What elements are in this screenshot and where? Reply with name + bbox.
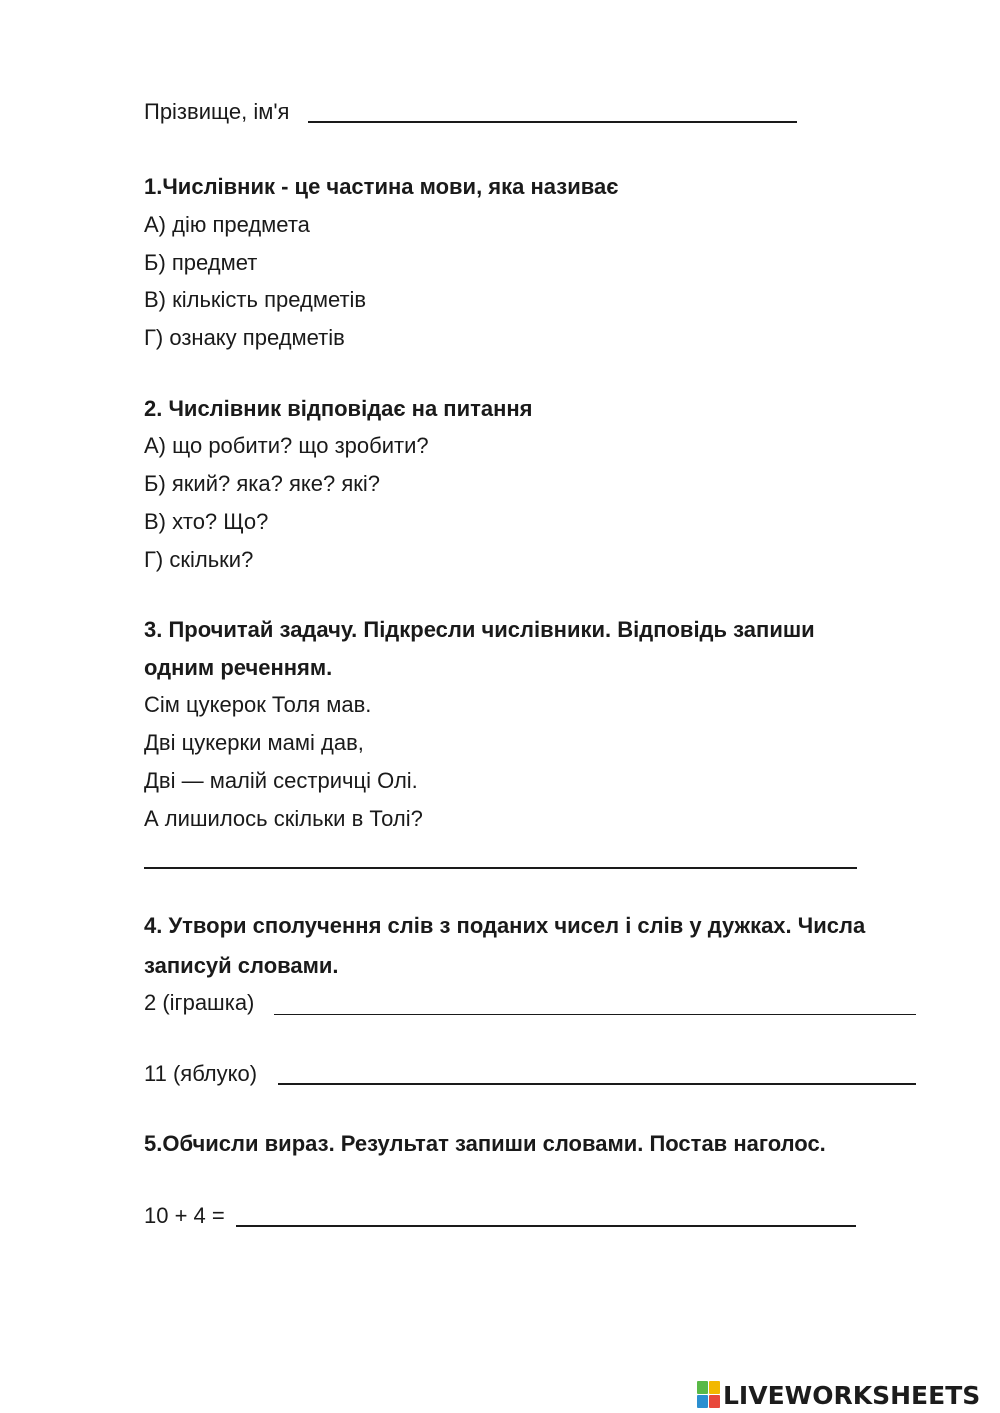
question-2-option-c[interactable]: В) хто? Що?: [144, 509, 269, 534]
liveworksheets-logo-text: LIVEWORKSHEETS: [723, 1380, 981, 1410]
question-2-title: 2. Числівник відповідає на питання: [144, 396, 533, 421]
question-4-item-1-answer-line[interactable]: [274, 1014, 916, 1015]
liveworksheets-logo: [697, 1378, 980, 1412]
poem-line-4: А лишилось скільки в Толі?: [144, 806, 423, 831]
question-2-option-d[interactable]: Г) скільки?: [144, 547, 254, 572]
question-4-item-2-label: 11 (яблуко): [144, 1061, 258, 1086]
question-2-option-a[interactable]: А) що робити? що зробити?: [144, 433, 429, 458]
poem-line-2: Дві цукерки мамі дав,: [144, 730, 364, 755]
question-2-option-b[interactable]: Б) який? яка? яке? які?: [144, 471, 380, 496]
question-5-expression: 10 + 4 =: [144, 1203, 225, 1228]
question-1-option-d[interactable]: Г) ознаку предметів: [144, 325, 345, 350]
question-3-answer-line[interactable]: [144, 867, 857, 869]
name-label: Прізвище, ім'я: [144, 99, 290, 124]
poem-line-1: Сім цукерок Толя мав.: [144, 692, 372, 717]
question-3-title-line-2: одним реченням.: [144, 655, 333, 680]
question-4-title-line-2: записуй словами.: [144, 953, 339, 978]
question-4-title-line-1: 4. Утвори сполучення слів з поданих чисел і слів у дужках. Числа: [144, 913, 866, 938]
question-1-option-b[interactable]: Б) предмет: [144, 250, 258, 275]
question-1-option-a[interactable]: А) дію предмета: [144, 212, 310, 237]
question-4-item-1-label: 2 (іграшка): [144, 990, 255, 1015]
question-5-title: 5.Обчисли вираз. Результат запиши словами. Постав наголос.: [144, 1131, 826, 1156]
question-4-item-2-answer-line[interactable]: [278, 1083, 916, 1085]
poem-line-3: Дві — малій сестричці Олі.: [144, 768, 418, 793]
liveworksheets-logo-icon: [697, 1381, 721, 1409]
question-3-title-line-1: 3. Прочитай задачу. Підкресли числівники. Відповідь запиши: [144, 617, 815, 642]
name-input-line[interactable]: [308, 121, 797, 123]
question-1-option-c[interactable]: В) кількість предметів: [144, 287, 367, 312]
question-5-answer-line[interactable]: [236, 1225, 856, 1227]
question-1-title: 1.Числівник - це частина мови, яка називає: [144, 174, 619, 199]
